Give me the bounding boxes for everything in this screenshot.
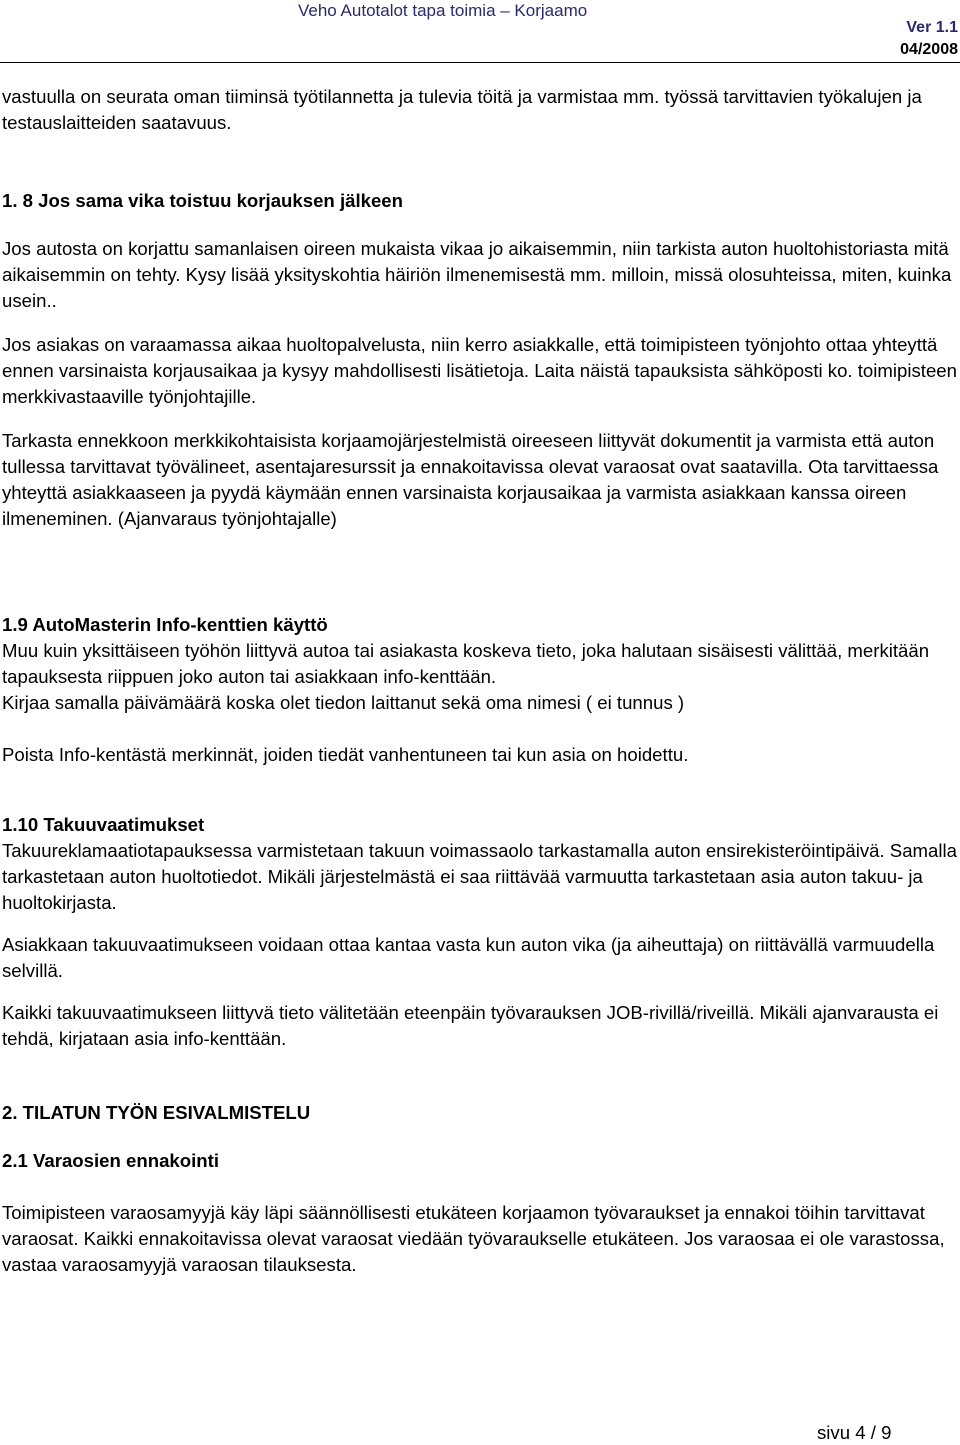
- header-divider: [0, 62, 960, 63]
- paragraph-1-8-b: Jos asiakas on varaamassa aikaa huoltopalvelusta, niin kerro asiakkalle, että toimipisteen työnjohto ottaa yhteyttä ennen varsinaista korjausaikaa ja kysyy mahdollisesti lisätietoja. Laita näistä tapauksista sähköposti ko. toimipisteen merkkivastaaville työnjohtajille.: [2, 334, 957, 407]
- paragraph-intro: vastuulla on seurata oman tiiminsä työtilannetta ja tulevia töitä ja varmistaa mm. työssä tarvittavien työkalujen ja testauslaitteiden saatavuus.: [2, 86, 922, 133]
- heading-1-9: 1.9 AutoMasterin Info-kenttien käyttö: [2, 614, 328, 635]
- paragraph-1-10-c: Kaikki takuuvaatimukseen liittyvä tieto välitetään eteenpäin työvarauksen JOB-rivillä/riveillä. Mikäli ajanvarausta ei tehdä, kirjataan asia info-kenttään.: [2, 1002, 939, 1049]
- document-date: 04/2008: [900, 41, 958, 58]
- paragraph-1-8-a: Jos autosta on korjattu samanlaisen oireen mukaista vikaa jo aikaisemmin, niin tarkista auton huoltohistoriasta mitä aikaisemmin on tehty. Kysy lisää yksityskohtia häiriön ilmenemisestä mm. milloin, missä olosuhteissa, miten, kuinka usein..: [2, 238, 952, 311]
- paragraph-1-10-b: Asiakkaan takuuvaatimukseen voidaan ottaa kantaa vasta kun auton vika (ja aiheuttaja) on riittävällä varmuudella selvillä.: [2, 934, 935, 981]
- paragraph-1-10-a: Takuureklamaatiotapauksessa varmistetaan takuun voimassaolo tarkastamalla auton ensirekisteröintipäivä. Samalla tarkastetaan auton huoltotiedot. Mikäli järjestelmästä ei saa riittävää varmuutta tarkastetaan asia auton takuu- ja huoltokirjasta.: [2, 840, 957, 913]
- document-body: [2, 84, 957, 1278]
- paragraph-1-9-a: Muu kuin yksittäiseen työhön liittyvä autoa tai asiakasta koskeva tieto, joka halutaan sisäisesti välittää, merkitään tapauksesta riippuen joko auton tai asiakkaan info-kenttään.: [2, 640, 930, 687]
- paragraph-1-9-b: Kirjaa samalla päivämäärä koska olet tiedon laittanut sekä oma nimesi ( ei tunnus ): [2, 692, 685, 713]
- heading-2-1: 2.1 Varaosien ennakointi: [2, 1150, 220, 1171]
- paragraph-2-1-a: Toimipisteen varaosamyyjä käy läpi säännöllisesti etukäteen korjaamon työvaraukset ja ennakoi töihin tarvittavat varaosat. Kaikki ennakoitavissa olevat varaosat viedään työvaraukselle etukäteen. Jos varaosaa ei ole varastossa, vastaa varaosamyyjä varaosan tilauksesta.: [2, 1202, 945, 1275]
- page-number: sivu 4 / 9: [817, 1422, 892, 1443]
- paragraph-1-9-c: Poista Info-kentästä merkinnät, joiden tiedät vanhentuneen tai kun asia on hoidettu.: [2, 744, 689, 765]
- document-version: Ver 1.1: [906, 19, 958, 36]
- heading-2: 2. TILATUN TYÖN ESIVALMISTELU: [2, 1102, 311, 1123]
- paragraph-1-8-c: Tarkasta ennekkoon merkkikohtaisista korjaamojärjestelmistä oireeseen liittyvät dokumentit ja varmista että auton tullessa tarvittavat työvälineet, asentajaresurssit ja ennakoitavissa olevat varaosat ovat saatavilla. Ota tarvittaessa yhteyttä asiakkaaseen ja pyydä käymään ennen varsinaista korjausaikaa ja varmista asiakkaan kanssa oireen ilmeneminen. (Ajanvaraus työnjohtajalle): [2, 430, 939, 529]
- heading-1-10: 1.10 Takuuvaatimukset: [2, 814, 205, 835]
- heading-1-8: 1. 8 Jos sama vika toistuu korjauksen jälkeen: [2, 190, 403, 211]
- document-header-title: Veho Autotalot tapa toimia – Korjaamo: [298, 1, 588, 20]
